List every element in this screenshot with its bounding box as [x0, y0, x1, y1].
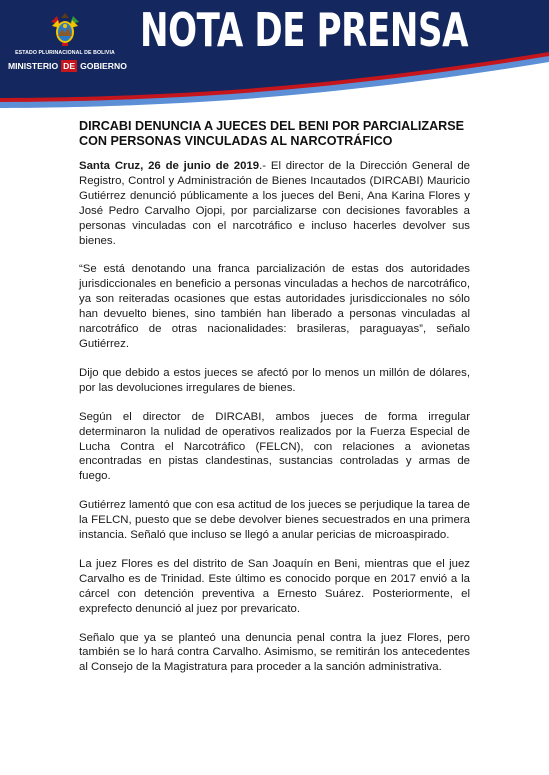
- page-title: NOTA DE PRENSA: [140, 3, 469, 57]
- paragraph: La juez Flores es del distrito de San Joaquín en Beni, mientras que el juez Carvalho es de Trinidad. Este último es conocido porque en 2017 envió a la cárcel con detención preventiva a Ernesto Suárez. Posteriormente, el exprefecto denunció al juez por prevaricato.: [79, 557, 470, 615]
- logo-word-ministerio: MINISTERIO: [8, 61, 59, 71]
- paragraph: Dijo que debido a estos jueces se afectó por lo menos un millón de dólares, por las devoluciones irregulares de bienes.: [79, 366, 470, 394]
- paragraph: Gutiérrez lamentó que con esa actitud de los jueces se perjudique la tarea de la FELCN, puesto que se debe devolver bienes secuestrados en una primera instancia. Señaló que incluso se llegó a anular pericias de microaspirado.: [79, 499, 470, 542]
- paragraph: Según el director de DIRCABI, ambos jueces de forma irregular determinaron la nulidad de operativos realizados por la Fuerza Especial de Lucha Contra el Narcotráfico (FELCN), con relaciones a avionetas encontradas en pistas clandestinas, sustancias controladas y armas de fuego.: [79, 410, 470, 483]
- paragraph: Señalo que ya se planteó una denuncia penal contra la juez Flores, pero también se lo hará contra Carvalho. Asimismo, se remitirán los antecedentes al Consejo de la Magistratura para proceder a la sanción administrativa.: [79, 631, 470, 674]
- bolivia-coat-of-arms-icon: [48, 12, 82, 48]
- logo-top-text: ESTADO PLURINACIONAL DE BOLIVIA: [15, 50, 115, 56]
- article-headline: DIRCABI DENUNCIA A JUECES DEL BENI POR PARCIALIZARSE CON PERSONAS VINCULADAS AL NARCOTRÁFICO: [79, 119, 465, 148]
- logo-main-text: [6, 60, 129, 72]
- lead-paragraph: [79, 159, 470, 248]
- header-banner: [0, 0, 549, 112]
- ministry-logo: [6, 12, 127, 74]
- dateline: Santa Cruz, 26 de junio de 2019: [79, 160, 260, 172]
- article-body: [79, 119, 470, 689]
- paragraph: “Se está denotando una franca parcialización de estas dos autoridades jurisdiccionales en beneficio a personas vinculadas a hechos de narcotráfico, ya son reiteradas ocasiones que estas autoridades jurisdiccionales no sólo han devuelto bienes, sino también han liberado a personas vinculadas al narcotráfico de otras nacionalidades: brasileras, paraguayas”, señalo Gutiérrez.: [79, 263, 470, 350]
- lead-text: .- El director de la Dirección General de Registro, Control y Administración de Bienes Incautados (DIRCABI) Mauricio Gutiérrez denunció públicamente a los jueces del Beni, Ana Karina Flores y José Pedro Carvalho Ojopi, por parcializarse con decisiones favorables a personas vinculadas con el narcotráfico e incluso hacerles devolver sus bienes.: [79, 160, 470, 247]
- logo-word-gobierno: GOBIERNO: [80, 61, 127, 71]
- logo-word-de: DE: [63, 61, 76, 71]
